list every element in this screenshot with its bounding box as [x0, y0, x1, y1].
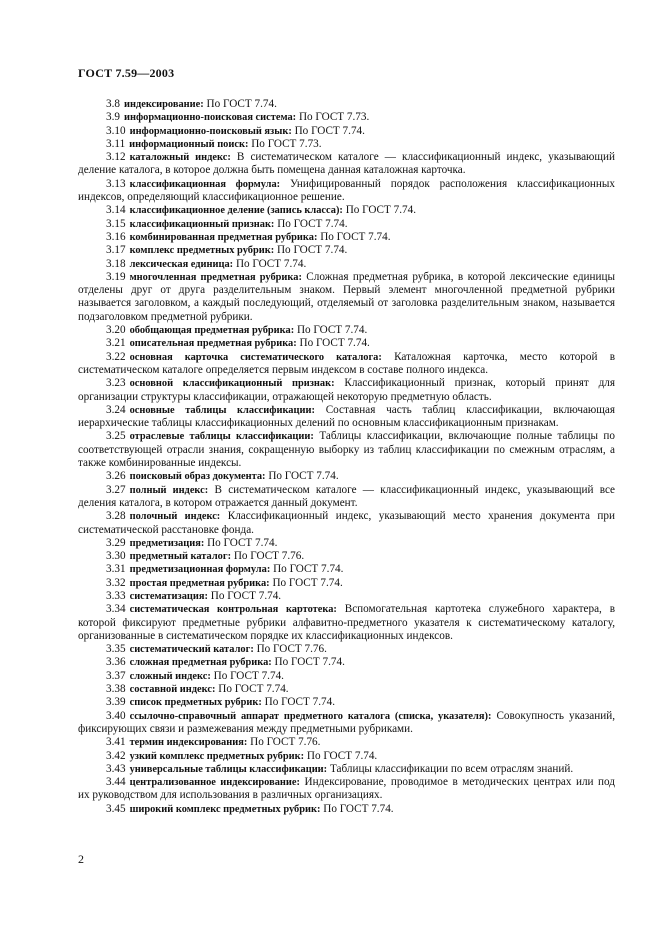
term-number: 3.17	[106, 244, 126, 257]
term-entry	[78, 803, 615, 816]
term-definition: По ГОСТ 7.74.	[213, 669, 284, 682]
term-entry	[78, 763, 615, 776]
term-name: классификационная формула:	[129, 178, 281, 190]
term-definition: По ГОСТ 7.74.	[272, 576, 343, 589]
term-name: классификационный признак:	[129, 218, 275, 230]
term-entry	[78, 590, 615, 603]
term-name: классификационное деление (запись класса):	[129, 205, 343, 217]
term-name: каталожный индекс:	[129, 152, 231, 164]
term-name: предметизационная формула:	[129, 564, 271, 576]
term-number: 3.42	[106, 749, 126, 762]
term-name: обобщающая предметная рубрика:	[129, 325, 295, 337]
term-number: 3.45	[106, 802, 126, 815]
term-definition: По ГОСТ 7.74.	[323, 802, 394, 815]
term-entry	[78, 696, 615, 709]
term-name: полный индекс:	[129, 484, 209, 496]
term-entry	[78, 776, 615, 803]
term-name: комбинированная предметная рубрика:	[129, 231, 318, 243]
term-name: информационно-поисковая система:	[123, 112, 297, 124]
term-entry	[78, 484, 615, 511]
term-number: 3.24	[106, 403, 126, 416]
term-number: 3.9	[106, 111, 120, 124]
term-definition: По ГОСТ 7.74.	[274, 656, 345, 669]
term-name: информационно-поисковый язык:	[129, 125, 292, 137]
term-entry	[78, 603, 615, 643]
term-entry	[78, 138, 615, 151]
term-name: ссылочно-справочный аппарат предметного каталога (списка, указателя):	[129, 710, 492, 722]
term-definition: По ГОСТ 7.74.	[206, 98, 277, 110]
term-name: многочленная предметная рубрика:	[129, 271, 302, 283]
term-number: 3.21	[106, 337, 126, 350]
term-number: 3.32	[106, 576, 126, 589]
term-name: основной классификационный признак:	[129, 378, 335, 390]
term-name: полочный индекс:	[129, 511, 221, 523]
term-definition: Сложная предметная рубрика, в которой лексические единицы отделены друг от друга разделительным знаком. Первый элемент многочленной предметной рубрики называется заголовком, а каждый последующий, отделяемый от заголовка разделительным знаком, называется подзаголовком предметной рубрики.	[78, 270, 615, 323]
term-name: поисковый образ документа:	[129, 471, 266, 483]
term-entry	[78, 577, 615, 590]
term-entry	[78, 470, 615, 483]
term-name: узкий комплекс предметных рубрик:	[129, 750, 305, 762]
terms-list	[78, 98, 615, 816]
term-name: список предметных рубрик:	[129, 697, 262, 709]
term-number: 3.41	[106, 736, 126, 749]
term-name: отраслевые таблицы классификации:	[129, 431, 314, 443]
term-number: 3.43	[106, 762, 126, 775]
term-number: 3.30	[106, 550, 126, 563]
term-number: 3.34	[106, 603, 126, 616]
term-number: 3.16	[106, 230, 126, 243]
term-definition: Классификационный признак, который принят для организации структуры классификации, отражающей некоторую предметную область.	[78, 377, 616, 403]
term-entry	[78, 151, 615, 178]
term-number: 3.22	[106, 350, 126, 363]
term-name: простая предметная рубрика:	[129, 577, 270, 589]
term-number: 3.14	[106, 204, 126, 217]
term-name: индексирование:	[123, 99, 204, 110]
term-definition: В систематическом каталоге — классификационный индекс, указывающий деление каталога, в которое должна быть помещена данная каталожная карточка.	[78, 151, 616, 177]
term-entry	[78, 537, 615, 550]
term-definition: Унифицированный порядок расположения классификационных индексов, определяющий классификационное решение.	[78, 177, 615, 204]
term-definition: По ГОСТ 7.76.	[250, 736, 321, 749]
term-name: основные таблицы классификации:	[129, 404, 315, 416]
term-number: 3.25	[106, 430, 126, 443]
term-definition: По ГОСТ 7.74.	[218, 683, 289, 696]
term-entry	[78, 750, 615, 763]
term-number: 3.28	[106, 510, 126, 523]
term-number: 3.31	[106, 563, 126, 576]
term-name: описательная предметная рубрика:	[129, 338, 297, 350]
term-entry	[78, 125, 615, 138]
term-definition: По ГОСТ 7.74.	[210, 589, 282, 602]
term-name: предметный каталог:	[129, 551, 232, 563]
term-entry	[78, 111, 615, 124]
term-definition: По ГОСТ 7.74.	[276, 244, 348, 257]
term-number: 3.27	[106, 483, 126, 496]
term-number: 3.12	[106, 151, 126, 164]
term-entry	[78, 683, 615, 696]
term-number: 3.36	[106, 656, 126, 669]
term-definition: По ГОСТ 7.74.	[299, 337, 370, 350]
term-definition: По ГОСТ 7.73.	[298, 111, 370, 124]
term-entry	[78, 324, 615, 337]
term-name: лексическая единица:	[129, 258, 234, 270]
term-entry	[78, 563, 615, 576]
term-entry	[78, 656, 615, 669]
term-entry	[78, 710, 615, 737]
term-number: 3.44	[106, 776, 126, 789]
term-entry	[78, 510, 615, 537]
term-definition: По ГОСТ 7.74.	[264, 696, 335, 709]
term-definition: По ГОСТ 7.74.	[277, 217, 348, 230]
term-number: 3.8	[106, 98, 120, 110]
term-name: систематическая контрольная картотека:	[129, 604, 337, 616]
term-number: 3.38	[106, 683, 126, 696]
term-number: 3.19	[106, 270, 126, 283]
term-definition: По ГОСТ 7.74.	[268, 470, 339, 483]
term-number: 3.20	[106, 324, 126, 337]
term-name: термин индексирования:	[129, 737, 248, 749]
term-definition: По ГОСТ 7.74.	[345, 204, 417, 217]
term-entry	[78, 218, 615, 231]
term-entry	[78, 258, 615, 271]
term-entry	[78, 204, 615, 217]
term-number: 3.40	[106, 709, 126, 722]
term-entry	[78, 736, 615, 749]
term-number: 3.35	[106, 643, 126, 656]
term-name: комплекс предметных рубрик:	[129, 245, 275, 257]
term-name: широкий комплекс предметных рубрик:	[129, 803, 321, 815]
term-definition: Индексирование, проводимое в методических центрах или под их руководством для использования в различных организациях.	[78, 776, 616, 802]
term-entry	[78, 98, 615, 111]
term-number: 3.13	[106, 177, 126, 190]
term-number: 3.18	[106, 257, 126, 270]
term-number: 3.23	[106, 377, 126, 390]
term-entry	[78, 643, 615, 656]
term-number: 3.39	[106, 696, 126, 709]
term-definition: По ГОСТ 7.74.	[273, 563, 344, 576]
term-name: централизованное индексирование:	[129, 777, 300, 789]
term-definition: По ГОСТ 7.76.	[233, 550, 305, 563]
term-number: 3.37	[106, 669, 126, 682]
term-definition: Таблицы классификации, включающие полные таблицы по соответствующей отрасли знания, сокращенную выборку из таблиц классификации по смежным отраслям, а также комбинированные индексы.	[78, 430, 615, 470]
term-entry	[78, 377, 615, 404]
term-name: информационный поиск:	[129, 138, 249, 150]
term-entry	[78, 244, 615, 257]
term-entry	[78, 337, 615, 350]
term-name: сложный индекс:	[129, 670, 211, 682]
term-name: систематический каталог:	[129, 644, 254, 656]
term-definition: По ГОСТ 7.74.	[207, 536, 278, 549]
term-definition: Составная часть таблиц классификации, включающая иерархические таблицы классификационных делений по основным классификационным признакам.	[78, 403, 616, 430]
term-number: 3.11	[106, 137, 126, 150]
term-definition: По ГОСТ 7.74.	[306, 749, 378, 762]
page-number: 2	[78, 852, 84, 866]
term-entry	[78, 430, 615, 470]
term-number: 3.26	[106, 470, 126, 483]
term-entry	[78, 231, 615, 244]
term-definition: Совокупность указаний, фиксирующих связи и размежевания между предметными рубриками.	[78, 709, 616, 735]
term-name: составной индекс:	[129, 684, 216, 696]
document-header: ГОСТ 7.59—2003	[78, 66, 175, 80]
term-definition: По ГОСТ 7.76.	[256, 643, 327, 656]
term-definition: Классификационный индекс, указывающий место хранения документа при систематической расстановке фонда.	[78, 510, 615, 536]
term-definition: По ГОСТ 7.73.	[251, 137, 322, 150]
term-name: основная карточка систематического каталога:	[129, 351, 382, 363]
term-entry	[78, 271, 615, 324]
term-name: сложная предметная рубрика:	[129, 657, 272, 669]
term-number: 3.10	[106, 124, 126, 137]
term-definition: По ГОСТ 7.74.	[320, 230, 391, 243]
term-entry	[78, 178, 615, 205]
term-number: 3.29	[106, 536, 126, 549]
term-name: систематизация:	[129, 590, 208, 602]
term-definition: Каталожная карточка, место которой в систематическом каталоге определяется первым индексом в составе полного индекса.	[78, 350, 615, 376]
term-definition: Вспомогательная картотека служебного характера, в которой фиксируют предметные рубрики алфавитно-предметного указателя к систематическому каталогу, организованные в систематическом порядке их классификационных индексов.	[78, 603, 616, 642]
term-entry	[78, 351, 615, 378]
term-entry	[78, 670, 615, 683]
term-number: 3.33	[106, 589, 126, 602]
term-entry	[78, 404, 615, 431]
term-name: универсальные таблицы классификации:	[129, 763, 328, 775]
term-number: 3.15	[106, 217, 126, 230]
term-definition: По ГОСТ 7.74.	[296, 324, 368, 337]
term-definition: В систематическом каталоге — классификационный индекс, указывающий все деления каталога, в котором отражается данный документ.	[78, 483, 616, 509]
term-definition: По ГОСТ 7.74.	[294, 124, 365, 137]
term-definition: По ГОСТ 7.74.	[235, 257, 307, 270]
term-entry	[78, 550, 615, 563]
term-name: предметизация:	[129, 537, 205, 549]
term-definition: Таблицы классификации по всем отраслям знаний.	[329, 762, 574, 775]
